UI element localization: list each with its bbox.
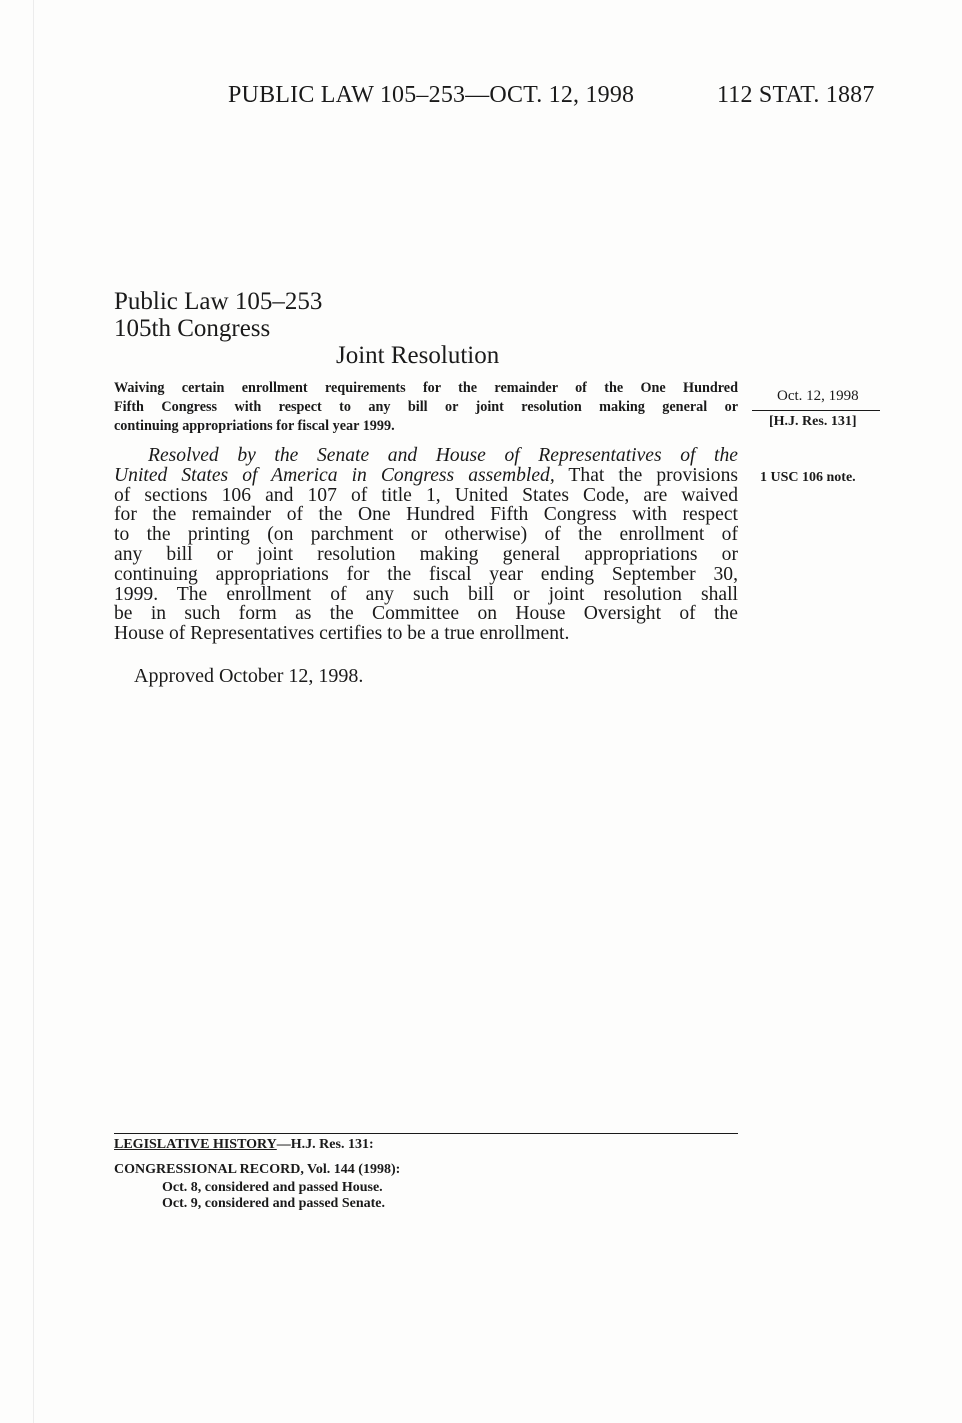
body-line: House of Representatives certifies to be a true enrollment. — [114, 623, 570, 645]
body-line — [114, 466, 738, 486]
body-line-text: That the provisions — [554, 464, 738, 486]
long-title-line: continuing appropriations for fiscal year 1999. — [114, 418, 395, 434]
long-title-line: Fifth Congress with respect to any bill or joint resolution making general or — [114, 399, 738, 415]
resolution-type-heading: Joint Resolution — [336, 342, 500, 369]
body-line: 1999. The enrollment of any such bill or joint resolution shall — [114, 583, 738, 605]
scan-edge-line — [33, 0, 34, 1423]
history-action-item: Oct. 8, considered and passed House. — [162, 1180, 383, 1195]
running-header-left: PUBLIC LAW 105–253—OCT. 12, 1998 — [228, 82, 635, 108]
long-title-line: Waiving certain enrollment requirements for the remainder of the One Hundred — [114, 380, 738, 396]
margin-note-date: Oct. 12, 1998 — [777, 388, 859, 404]
approval-date: Approved October 12, 1998. — [134, 665, 364, 687]
congress-number: 105th Congress — [114, 315, 271, 342]
legislative-history-divider — [114, 1133, 738, 1134]
margin-note-resolution: [H.J. Res. 131] — [769, 414, 857, 429]
enacting-clause-italic: United States of America in Congress assembled, — [114, 464, 555, 486]
public-law-number: Public Law 105–253 — [114, 288, 323, 315]
body-line: continuing appropriations for the fiscal year ending September 30, — [114, 563, 738, 585]
running-header-right: 112 STAT. 1887 — [717, 82, 875, 108]
margin-note-usc: 1 USC 106 note. — [760, 470, 856, 485]
body-line: of sections 106 and 107 of title 1, United States Code, are waived — [114, 484, 738, 506]
enacting-clause-line: Resolved by the Senate and House of Representatives of the — [148, 445, 738, 466]
legislative-history-label: LEGISLATIVE HISTORY — [114, 1137, 277, 1152]
body-line: to the printing (on parchment or otherwise) of the enrollment of — [114, 524, 738, 546]
body-line: for the remainder of the One Hundred Fifth Congress with respect — [114, 504, 738, 526]
margin-note-divider — [752, 410, 880, 411]
legislative-history-title — [114, 1137, 374, 1153]
body-line: any bill or joint resolution making general appropriations or — [114, 543, 738, 565]
history-action-item: Oct. 9, considered and passed Senate. — [162, 1196, 385, 1211]
congressional-record: CONGRESSIONAL RECORD, Vol. 144 (1998): — [114, 1162, 401, 1177]
resolution-body — [114, 446, 738, 644]
long-title — [114, 379, 738, 436]
legislative-history-reference: —H.J. Res. 131: — [276, 1137, 374, 1152]
body-line: be in such form as the Committee on House Oversight of the — [114, 603, 738, 625]
